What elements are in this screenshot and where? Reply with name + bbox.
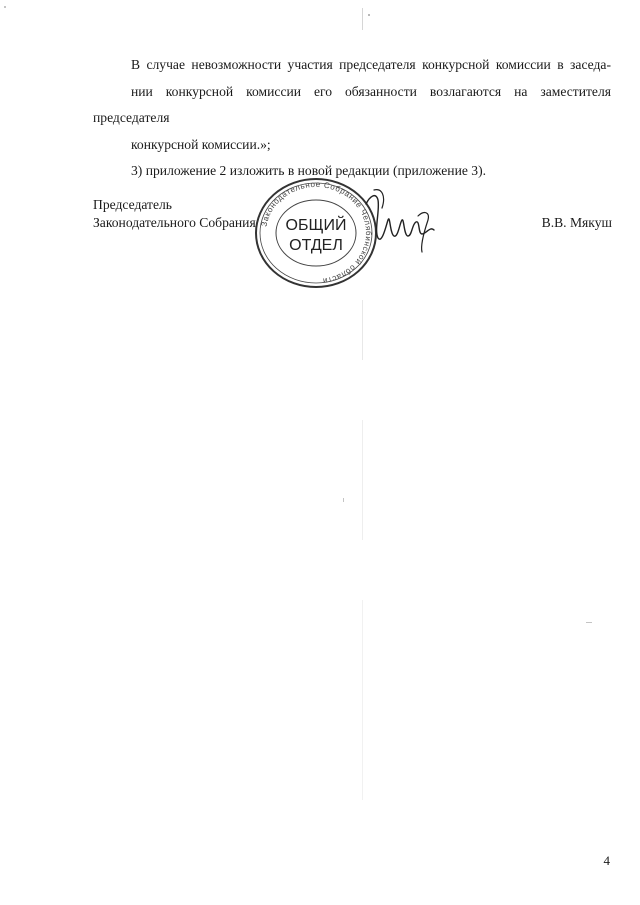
signatory-position-line: Председатель [93,197,172,212]
paragraph-chairman-absence [93,52,611,158]
text-line: нии конкурсной комиссии его обязанности возлагаются на заместителя председателя [93,83,611,125]
stamp-line2: ОТДЕЛ [289,237,343,254]
handwritten-signature [360,186,440,256]
text-line: В случае невозможности участия председателя конкурсной комиссии в заседа- [131,57,611,72]
signatory-organization-line: Законодательного Собрания [93,215,256,230]
scan-speck [4,6,6,8]
scan-speck [368,14,370,16]
stamp-line1: ОБЩИЙ [285,217,347,234]
text-line: конкурсной комиссии.»; [131,136,271,152]
stamp-ring-textpath: Законодательное Собрание Челябинской области [259,179,374,286]
scan-speck [343,498,344,502]
scan-fold-mark [362,8,363,30]
scan-speck [586,622,592,623]
document-body [93,52,611,185]
page-number: 4 [603,853,610,868]
signatory-name: В.В. Мякуш [541,215,612,230]
text-line: 3) приложение 2 изложить в новой редакции (приложение 3). [131,163,487,178]
signatory-title [93,196,256,232]
scan-fold-mark [362,600,363,800]
scan-fold-mark [362,420,363,540]
scan-fold-mark [362,300,363,360]
